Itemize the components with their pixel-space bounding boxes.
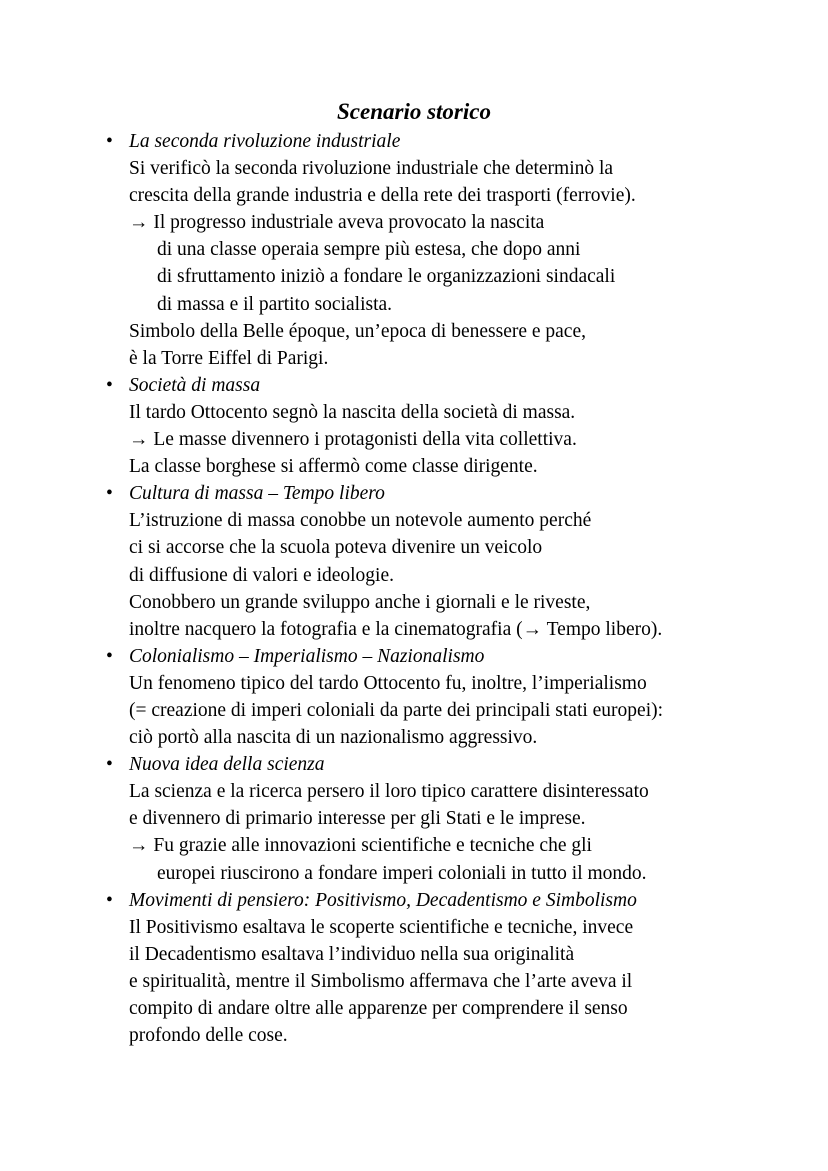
body-text-line: La scienza e la ricerca persero il loro tipico carattere disinteressato	[129, 781, 649, 803]
body-text-line: compito di andare oltre alle apparenze per comprendere il senso	[129, 998, 628, 1019]
body-text-line: europei riuscirono a fondare imperi coloniali in tutto il mondo.	[157, 862, 647, 884]
body-text-line: crescita della grande industria e della rete dei trasporti (ferrovie).	[129, 185, 636, 207]
arrow-note-line: → Il progresso industriale aveva provocato la nascita	[129, 212, 545, 234]
body-text-line: La classe borghese si affermò come classe dirigente.	[129, 456, 538, 478]
section-item	[0, 128, 828, 372]
body-text-line: e divennero di primario interesse per gli Stati e le imprese.	[129, 808, 586, 830]
body-text-line: di massa e il partito socialista.	[157, 293, 393, 315]
section-item	[0, 643, 828, 751]
body-text-line: di sfruttamento iniziò a fondare le organizzazioni sindacali	[157, 266, 616, 288]
section-item	[0, 480, 828, 643]
body-text-line: Il tardo Ottocento segnò la nascita della società di massa.	[129, 401, 576, 423]
body-text-line: il Decadentismo esaltava l’individuo nella sua originalità	[129, 943, 575, 965]
section-heading: Cultura di massa – Tempo libero	[129, 483, 385, 505]
section-heading: Società di massa	[129, 374, 261, 396]
body-text-line: di diffusione di valori e ideologie.	[129, 564, 395, 586]
bullet-icon: •	[106, 645, 113, 667]
body-text-line: ci si accorse che la scuola poteva divenire un veicolo	[129, 537, 543, 559]
section-heading: Colonialismo – Imperialismo – Nazionalismo	[129, 645, 485, 667]
arrow-note-line: → Le masse divennero i protagonisti della vita collettiva.	[129, 429, 577, 451]
section-heading: Nuova idea della scienza	[129, 754, 325, 776]
body-text-line: di una classe operaia sempre più estesa, che dopo anni	[157, 239, 581, 261]
bullet-icon: •	[106, 754, 113, 776]
body-text-line: Si verificò la seconda rivoluzione industriale che determinò la	[129, 158, 614, 180]
section-heading: La seconda rivoluzione industriale	[129, 131, 401, 152]
body-text-line: Simbolo della Belle époque, un’epoca di benessere e pace,	[129, 320, 586, 342]
bullet-icon: •	[106, 483, 113, 505]
section-item	[0, 887, 828, 1050]
section-item	[0, 372, 828, 480]
body-text-line: inoltre nacquero la fotografia e la cinematografia (→ Tempo libero).	[129, 618, 663, 640]
body-text-line: profondo delle cose.	[129, 1025, 288, 1047]
body-text-line: Il Positivismo esaltava le scoperte scientifiche e tecniche, invece	[129, 916, 634, 938]
section-heading: Movimenti di pensiero: Positivismo, Decadentismo e Simbolismo	[129, 889, 637, 911]
page-title: Scenario storico	[337, 99, 491, 124]
bullet-icon: •	[106, 374, 113, 396]
arrow-note-line: → Fu grazie alle innovazioni scientifiche e tecniche che gli	[129, 835, 592, 857]
body-text-line: L’istruzione di massa conobbe un notevole aumento perché	[129, 510, 592, 532]
bullet-icon: •	[106, 889, 113, 911]
section-item	[0, 751, 828, 886]
body-text-line: ciò portò alla nascita di un nazionalismo aggressivo.	[129, 727, 538, 749]
body-text-line: e spiritualità, mentre il Simbolismo affermava che l’arte aveva il	[129, 970, 633, 992]
section-list	[0, 128, 828, 1049]
bullet-icon: •	[106, 131, 113, 152]
body-text-line: è la Torre Eiffel di Parigi.	[129, 347, 329, 369]
body-text-line: (= creazione di imperi coloniali da parte dei principali stati europei):	[129, 699, 664, 721]
body-text-line: Un fenomeno tipico del tardo Ottocento fu, inoltre, l’imperialismo	[129, 672, 647, 694]
body-text-line: Conobbero un grande sviluppo anche i giornali e le riveste,	[129, 591, 591, 613]
